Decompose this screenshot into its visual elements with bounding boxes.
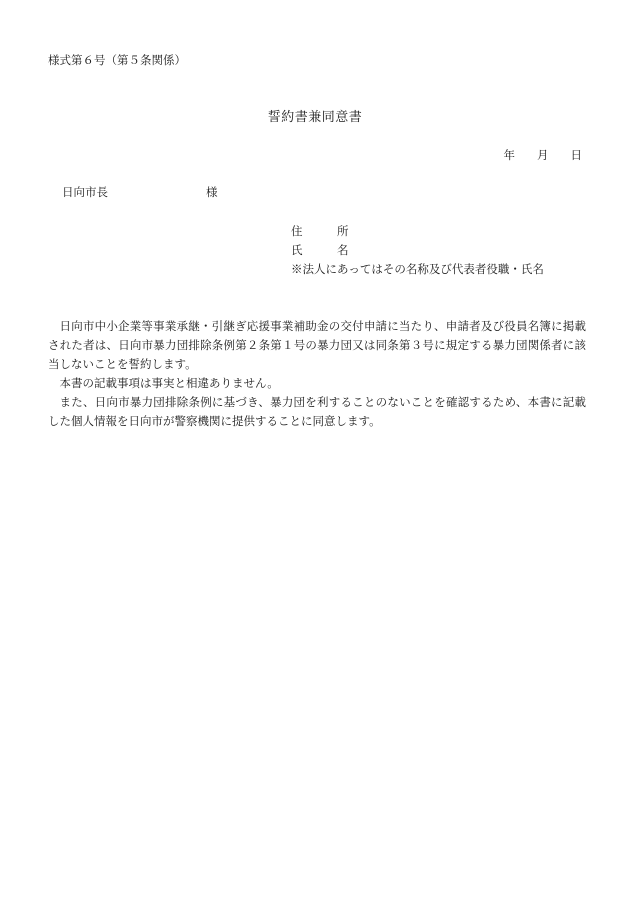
document-title: 誓約書兼同意書 xyxy=(267,110,363,125)
address-label-2: 所 xyxy=(337,224,349,238)
name-label-1: 氏 xyxy=(291,243,303,257)
name-label-2: 名 xyxy=(337,243,349,257)
applicant-block xyxy=(291,222,544,279)
year-label: 年 xyxy=(503,148,515,162)
address-row xyxy=(291,222,544,241)
addressee-name: 日向市長 xyxy=(62,185,108,199)
corporate-note: ※法人にあってはその名称及び代表者役職・氏名 xyxy=(291,262,544,276)
date-line xyxy=(504,147,583,163)
pledge-paragraph: 日向市中小企業等事業承継・引継ぎ応援事業補助金の交付申請に当たり、申請者及び役員名簿に掲載された者は、日向市暴力団排除条例第２条第１号の暴力団又は同条第３号に規定する暴力団関係者に該当しないことを誓約します。 xyxy=(48,319,586,371)
day-label: 日 xyxy=(570,148,582,162)
name-row xyxy=(291,241,544,260)
form-number: 様式第６号（第５条関係） xyxy=(48,53,186,67)
address-label-1: 住 xyxy=(291,224,303,238)
body-text xyxy=(48,317,586,431)
addressee-suffix: 様 xyxy=(206,185,218,199)
truth-paragraph: 本書の記載事項は事実と相違ありません。 xyxy=(59,376,279,390)
consent-paragraph: また、日向市暴力団排除条例に基づき、暴力団を利することのないことを確認するため、本書に記載した個人情報を日向市が警察機関に提供することに同意します。 xyxy=(48,395,586,428)
month-label: 月 xyxy=(537,148,549,162)
addressee xyxy=(62,184,218,200)
